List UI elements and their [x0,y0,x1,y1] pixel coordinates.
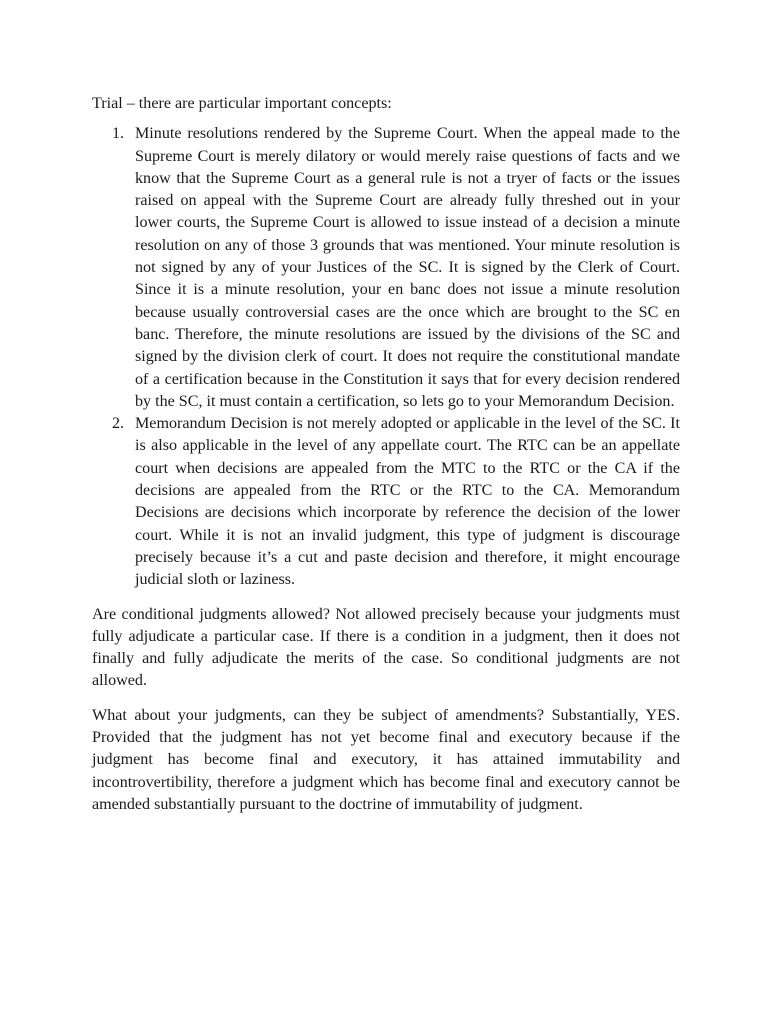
list-item-number: 2. [112,415,125,433]
list-item [92,413,680,591]
concepts-list [92,123,680,591]
list-item-text: Minute resolutions rendered by the Supreme Court. When the appeal made to the Supreme Court is merely dilatory or would merely raise questions of facts and we know that the Supreme Court as a general rule is not a tryer of facts or the issues raised on appeal with the Supreme Court are already fully threshed out in your lower courts, the Supreme Court is allowed to issue instead of a decision a minute resolution on any of those 3 grounds that was mentioned. Your minute resolution is not signed by any of your Justices of the SC. It is signed by the Clerk of Court. Since it is a minute resolution, your en banc does not issue a minute resolution because usually controversial cases are the once which are brought to the SC en banc. Therefore, the minute resolutions are issued by the divisions of the SC and signed by the division clerk of court. It does not require the constitutional mandate of a certification because in the Constitution it says that for every decision rendered by the SC, it must contain a certification, so lets go to your Memorandum Decision. [135,125,680,410]
paragraph-conditional-judgments: Are conditional judgments allowed? Not allowed precisely because your judgments must fully adjudicate a particular case. If there is a condition in a judgment, then it does not finally and fully adjudicate the merits of the case. So conditional judgments are not allowed. [92,605,680,690]
list-item-text: Memorandum Decision is not merely adopted or applicable in the level of the SC. It is also applicable in the level of any appellate court. The RTC can be an appellate court when decisions are appealed from the MTC to the RTC or the CA if the decisions are appealed from the RTC or the RTC to the CA. Memorandum Decisions are decisions which incorporate by reference the decision of the lower court. While it is not an invalid judgment, this type of judgment is discourage precisely because it’s a cut and paste decision and therefore, it might encourage judicial sloth or laziness. [135,415,680,589]
intro-line: Trial – there are particular important concepts: [92,95,392,112]
paragraph-amendments: What about your judgments, can they be subject of amendments? Substantially, YES. Provided that the judgment has not yet become final and executory because if the judgment has become final and executory, it has attained immutability and incontrovertibility, therefore a judgment which has become final and executory cannot be amended substantially pursuant to the doctrine of immutability of judgment. [92,706,680,813]
list-item [92,123,680,413]
document-body [92,93,680,816]
list-item-number: 1. [112,125,125,143]
